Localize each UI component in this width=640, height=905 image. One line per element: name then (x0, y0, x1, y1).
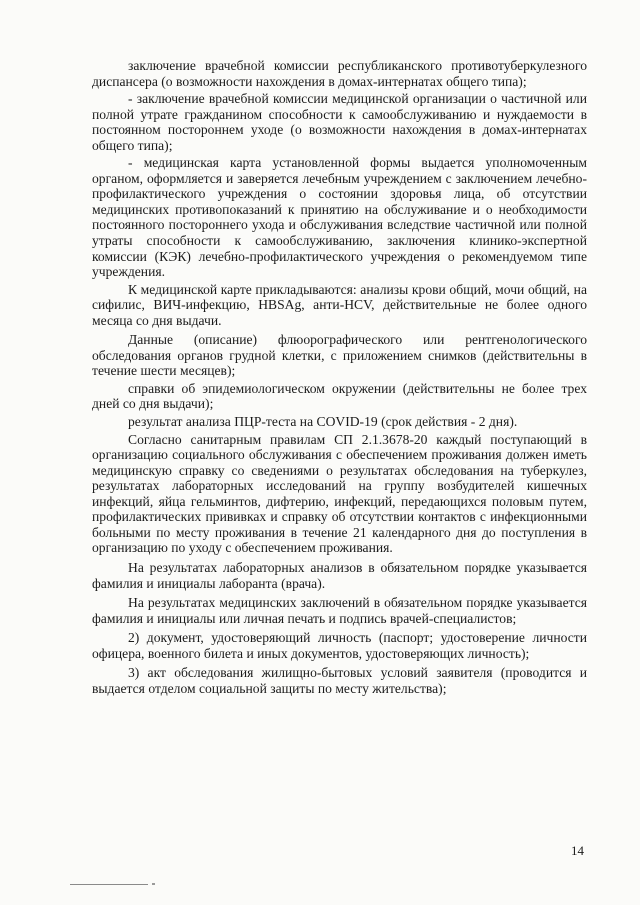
footer-line (70, 884, 148, 885)
page-number: 14 (571, 843, 584, 858)
paragraph-lab-results: На результатах лабораторных анализов в обязательном порядке указывается фамилия и инициалы лаборанта (врача). (92, 559, 587, 591)
scan-mark (152, 883, 155, 885)
paragraph-housing-act: 3) акт обследования жилищно-бытовых условий заявителя (проводится и выдается отделом социальной защиты по месту жительства); (92, 665, 587, 696)
paragraph-medical-conclusions: На результатах медицинских заключений в обязательном порядке указывается фамилия и инициалы или личная печать и подпись врачей-специалистов; (92, 595, 587, 626)
paragraph-blood-tests: К медицинской карте прикладываются: анализы крови общий, мочи общий, на сифилис, ВИЧ-инфекцию, HBSAg, анти-HCV, действительные не более одного месяца со дня выдачи. (92, 281, 587, 328)
paragraph-vk-medical-org: - заключение врачебной комиссии медицинской организации о частичной или полной утрате гражданином способности к самообслуживанию и нуждаемости в постоянном постороннем уходе (о возможности нахождения в домах-интернатах общего типа); (92, 91, 587, 153)
paragraph-sanitary-rules: Согласно санитарным правилам СП 2.1.3678-20 каждый поступающий в организацию социального обслуживания с обеспечением проживания должен иметь медицинскую справку со сведениями о результатах обследования на туберкулез, результатах лабораторных исследований на группу возбудителей кишечных инфекций, яйца гельминтов, дифтерию, инфекций, передающихся половым путем, профилактических прививках и справку об отсутствии контактов с инфекционными больными по месту проживания в течение 21 календарного дня до поступления в организацию по уходу с обеспечением проживания. (92, 431, 587, 556)
paragraph-vk-tb-dispensary: заключение врачебной комиссии республиканского противотуберкулезного диспансера (о возможности нахождения в домах-интернатах общего типа); (92, 58, 587, 89)
paragraph-epidemiology: справки об эпидемиологическом окружении (действительны не более трех дней со дня выдачи); (92, 380, 587, 412)
paragraph-pcr-test: результат анализа ПЦР-теста на COVID-19 (срок действия - 2 дня). (128, 414, 518, 430)
paragraph-fluorography: Данные (описание) флюорографического или рентгенологического обследования органов грудной клетки, с приложением снимков (действительны в течение шести месяцев); (92, 332, 587, 379)
document-body (92, 58, 587, 700)
paragraph-identity-document: 2) документ, удостоверяющий личность (паспорт; удостоверение личности офицера, военного билета и иных документов, удостоверяющих личность); (92, 630, 587, 661)
paragraph-medical-card: - медицинская карта установленной формы выдается уполномоченным органом, оформляется и заверяется лечебным учреждением с заключением лечебно-профилактического учреждения о состоянии здоровья лица, об отсутствии медицинских противопоказаний к принятию на обслуживание и о необходимости постоянного постороннего ухода и обслуживания вследствие частичной или полной утраты способности к самообслуживанию, заключения клинико-экспертной комиссии (КЭК) лечебно-профилактического учреждения о рекомендуемом типе учреждения. (92, 155, 587, 280)
